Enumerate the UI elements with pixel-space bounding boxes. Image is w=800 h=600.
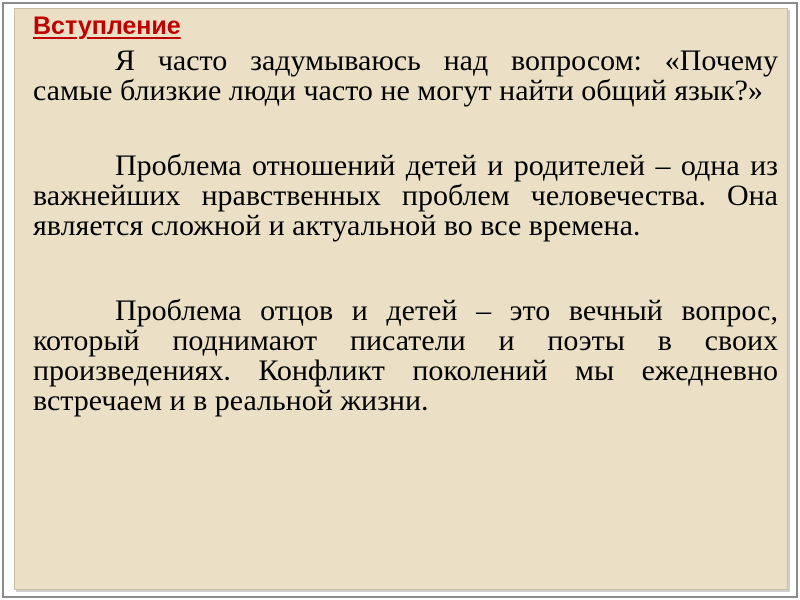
intro-paragraph-2: Проблема отношений детей и родителей – одна из важнейших нравственных проблем человечества. Она является сложной и актуальной во все времена. xyxy=(33,149,778,242)
section-heading: Вступление xyxy=(33,12,181,40)
intro-paragraph-3: Проблема отцов и детей – это вечный вопрос, который поднимают писатели и поэты в своих произведениях. Конфликт поколений мы ежедневно встречаем и в реальной жизни. xyxy=(33,294,778,417)
intro-paragraph-1: Я часто задумываюсь над вопросом: «Почему самые близкие люди часто не могут найти общий язык?» xyxy=(33,44,778,107)
slide-content xyxy=(33,9,778,416)
